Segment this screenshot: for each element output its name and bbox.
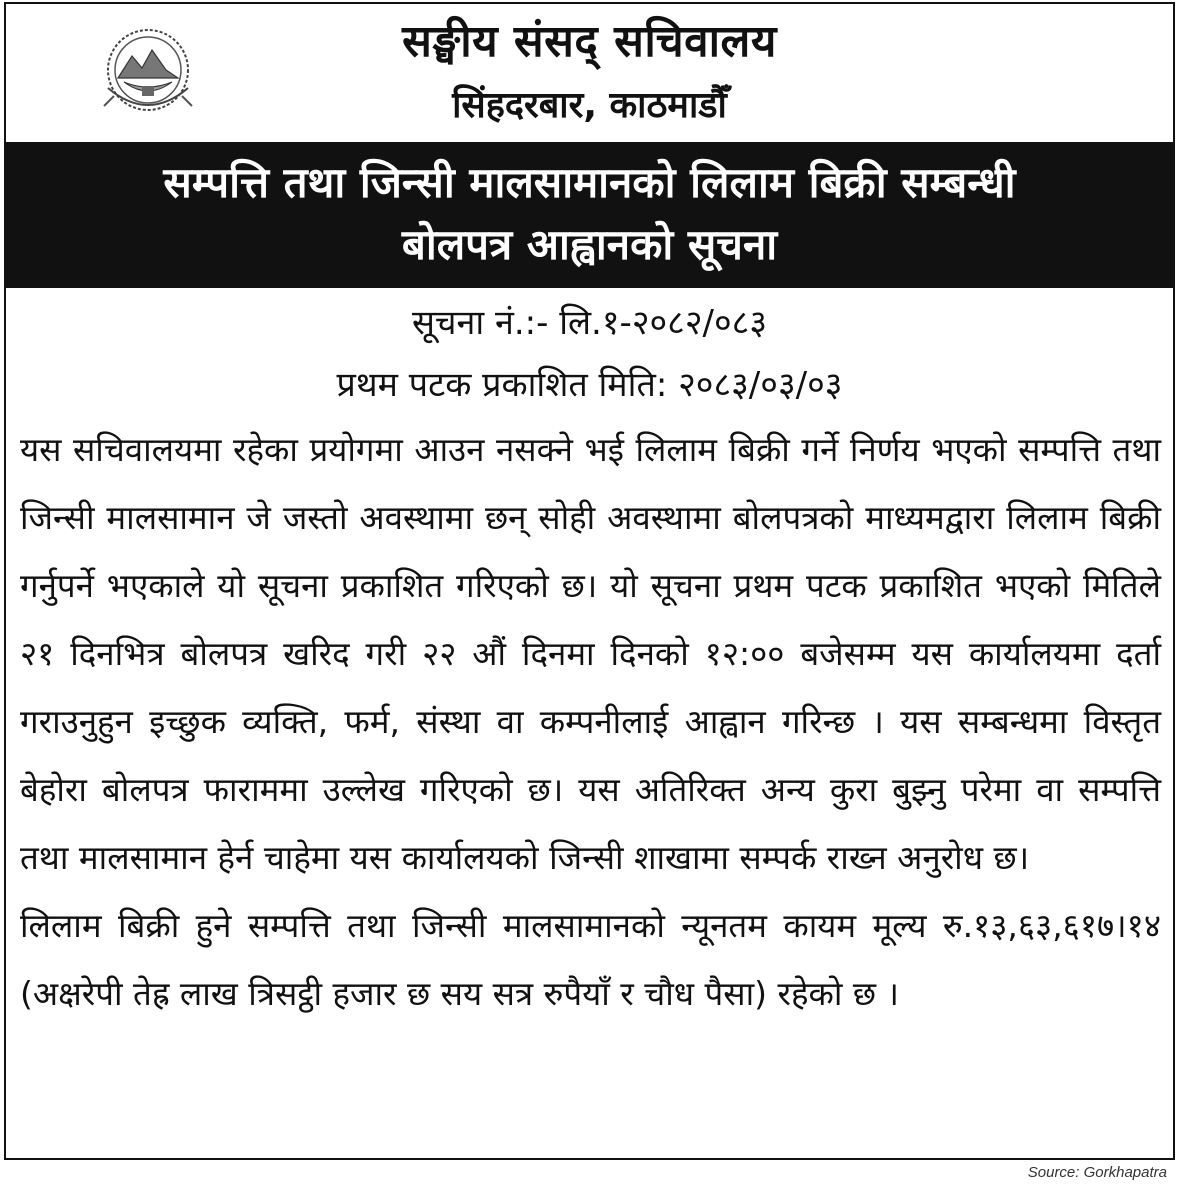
notice-title-line-2: बोलपत्र आह्वानको सूचना xyxy=(401,220,778,269)
body-paragraph-1: यस सचिवालयमा रहेका प्रयोगमा आउन नसक्ने भई लिलाम बिक्री गर्ने निर्णय भएको सम्पत्ति तथा जिन्सी मालसामान जे जस्तो अवस्थामा छन् सोही अवस्थामा बोलपत्रको माध्यमद्वारा लिलाम बिक्री गर्नुपर्ने भएकाले यो सूचना प्रकाशित गरिएको छ। यो सूचना प्रथम पटक प्रकाशित भएको मितिले २१ दिनभित्र बोलपत्र खरिद गरी २२ औं दिनमा दिनको १२:०० बजेसम्म यस कार्यालयमा दर्ता गराउनुहुन इच्छुक व्यक्ति, फर्म, संस्था वा कम्पनीलाई आह्वान गरिन्छ । यस सम्बन्धमा विस्तृत बेहोरा बोलपत्र फाराममा उल्लेख गरिएको छ। यस अतिरिक्त अन्य कुरा बुझ्नु परेमा वा सम्पत्ति तथा मालसामान हेर्न चाहेमा यस कार्यालयको जिन्सी शाखामा सम्पर्क राख्न अनुरोध छ। xyxy=(20,430,1161,877)
organization-name: सङ्घीय संसद् सचिवालय xyxy=(402,16,777,67)
body-paragraph-2: लिलाम बिक्री हुने सम्पत्ति तथा जिन्सी मालसामानको न्यूनतम कायम मूल्य रु.१३,६३,६१७।१४ (अक्षरेपी तेह्र लाख त्रिसट्ठी हजार छ सय सत्र रुपैयाँ र चौध पैसा) रहेको छ । xyxy=(20,906,1161,1013)
first-publish-date: प्रथम पटक प्रकाशित मिति: २०८३/०३/०३ xyxy=(336,365,843,405)
notice-body xyxy=(6,416,1173,1028)
notice-title-band xyxy=(6,142,1173,288)
notice-title-line-1: सम्पत्ति तथा जिन्सी मालसामानको लिलाम बिक्री सम्बन्धी xyxy=(163,158,1016,207)
notice-number: सूचना नं.:- लि.१-२०८२/०८३ xyxy=(411,303,768,343)
organization-address: सिंहदरबार, काठमाडौँ xyxy=(452,85,727,126)
notice-header xyxy=(6,4,1173,142)
source-credit: Source: Gorkhapatra xyxy=(1027,1164,1167,1181)
notice-meta xyxy=(6,292,1173,416)
notice-frame xyxy=(4,2,1175,1160)
